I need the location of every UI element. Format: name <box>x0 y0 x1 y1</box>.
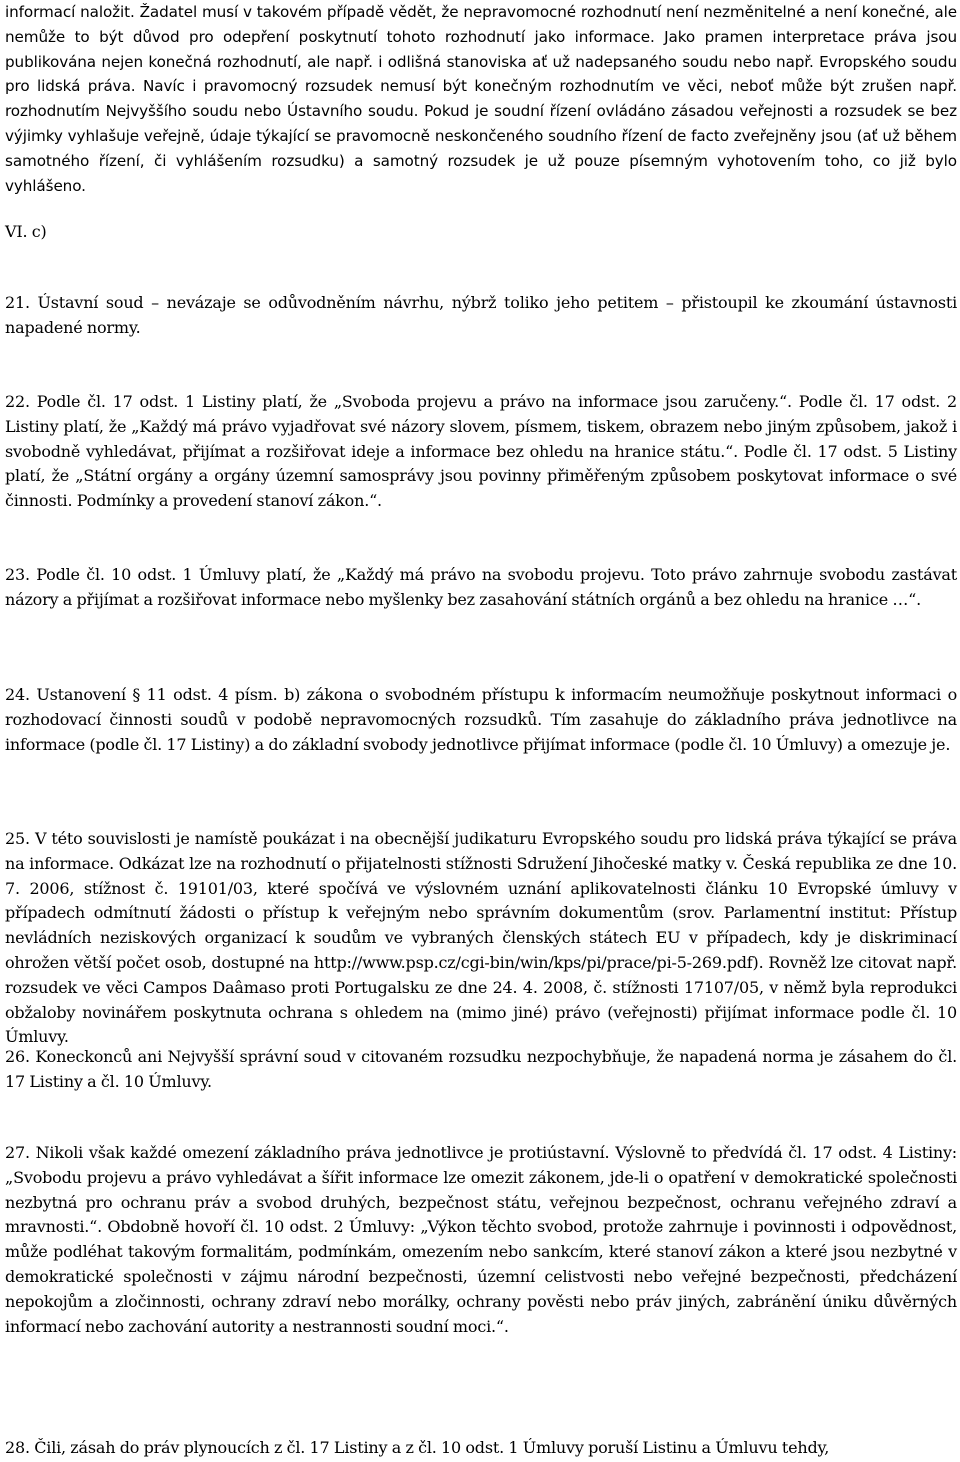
paragraph-28: 28. Čili, zásah do práv plynoucích z čl. 17 Listiny a z čl. 10 odst. 1 Úmluvy poruší Listinu a Úmluvu tehdy, <box>5 1438 830 1457</box>
paragraph-intro: informací naložit. Žadatel musí v takovém případě vědět, že nepravomocné rozhodnutí není nezměnitelné a není konečné, ale nemůže to být důvod pro odepření poskytnutí tohoto rozhodnutí jako informace. Jako pramen interpretace práva jsou publikována nejen konečná rozhodnutí, ale např. i odlišná stanoviska ať už nadepsaného soudu nebo např. Evropského soudu pro lidská práva. Navíc i pravomocný rozsudek nemusí být konečným rozhodnutím ve věci, neboť může být zrušen např. rozhodnutím Nejvyššího soudu nebo Ústavního soudu. Pokud je soudní řízení ovládáno zásadou veřejnosti a rozsudek se bez výjimky vyhlašuje veřejně, údaje týkající se pravomocně neskončeného soudního řízení de facto zveřejněny jsou (ať už během samotného řízení, či vyhlášením rozsudku) a samotný rozsudek je už pouze písemným vyhotovením toho, co již bylo vyhlášeno. <box>5 3 957 195</box>
paragraph-23: 23. Podle čl. 10 odst. 1 Úmluvy platí, že „Každý má právo na svobodu projevu. Toto právo zahrnuje svobodu zastávat názory a přijímat a rozšiřovat informace nebo myšlenky bez zasahování státních orgánů a bez ohledu na hranice …“. <box>5 565 957 609</box>
paragraph-21: 21. Ústavní soud – nevázaje se odůvodněním návrhu, nýbrž toliko jeho petitem – přistoupil ke zkoumání ústavnosti napadené normy. <box>5 293 957 337</box>
section-heading: VI. c) <box>5 222 47 241</box>
paragraph-24: 24. Ustanovení § 11 odst. 4 písm. b) zákona o svobodném přístupu k informacím neumožňuje poskytnout informaci o rozhodovací činnosti soudů v podobě nepravomocných rozsudků. Tím zasahuje do základního práva jednotlivce na informace (podle čl. 17 Listiny) a do základní svobody jednotlivce přijímat informace (podle čl. 10 Úmluvy) a omezuje je. <box>5 685 957 754</box>
paragraph-27: 27. Nikoli však každé omezení základního práva jednotlivce je protiústavní. Výslovně to předvídá čl. 17 odst. 4 Listiny: „Svobodu projevu a právo vyhledávat a šířit informace lze omezit zákonem, jde-li o opatření v demokratické společnosti nezbytná pro ochranu práv a svobod druhých, bezpečnost státu, veřejnou bezpečnost, ochranu veřejného zdraví a mravnosti.“. Obdobně hovoří čl. 10 odst. 2 Úmluvy: „Výkon těchto svobod, protože zahrnuje i povinnosti i odpovědnost, může podléhat takovým formalitám, podmínkám, omezením nebo sankcím, které stanoví zákon a které jsou nezbytné v demokratické společnosti v zájmu národní bezpečnosti, územní celistvosti nebo veřejné bezpečnosti, předcházení nepokojům a zločinnosti, ochrany zdraví nebo morálky, ochrany pověsti nebo práv jiných, zabránění úniku důvěrných informací nebo zachování autority a nestrannosti soudní moci.“. <box>5 1143 957 1336</box>
paragraph-25: 25. V této souvislosti je namístě poukázat i na obecnější judikaturu Evropského soudu pro lidská práva týkající se práva na informace. Odkázat lze na rozhodnutí o přijatelnosti stížnosti Sdružení Jihočeské matky v. Česká republika ze dne 10. 7. 2006, stížnost č. 19101/03, které spočívá ve výslovném uznání aplikovatelnosti článku 10 Evropské úmluvy v případech odmítnutí žádosti o přístup k veřejným nebo správním dokumentům (srov. Parlamentní institut: Přístup nevládních neziskových organizací k soudům ve vybraných členských státech EU v případech, kdy je diskriminací ohrožen větší počet osob, dostupné na http://www.psp.cz/cgi-bin/win/kps/pi/prace/pi-5-269.pdf). Rovněž lze citovat např. rozsudek ve věci Campos Daâmaso proti Portugalsku ze dne 24. 4. 2008, č. stížnosti 17107/05, v němž byla reprodukci obžaloby novinářem poskytnuta ochrana s ohledem na (mimo jiné) právo (veřejnosti) přijímat informace podle čl. 10 Úmluvy. <box>5 829 957 1047</box>
paragraph-26: 26. Koneckonců ani Nejvyšší správní soud v citovaném rozsudku nezpochybňuje, že napadená norma je zásahem do čl. 17 Listiny a čl. 10 Úmluvy. <box>5 1047 957 1091</box>
paragraph-22: 22. Podle čl. 17 odst. 1 Listiny platí, že „Svoboda projevu a právo na informace jsou zaručeny.“. Podle čl. 17 odst. 2 Listiny platí, že „Každý má právo vyjadřovat své názory slovem, písmem, tiskem, obrazem nebo jiným způsobem, jakož i svobodně vyhledávat, přijímat a rozšiřovat ideje a informace bez ohledu na hranice státu.“. Podle čl. 17 odst. 5 Listiny platí, že „Státní orgány a orgány územní samosprávy jsou povinny přiměřeným způsobem poskytovat informace o své činnosti. Podmínky a provedení stanoví zákon.“. <box>5 392 957 511</box>
